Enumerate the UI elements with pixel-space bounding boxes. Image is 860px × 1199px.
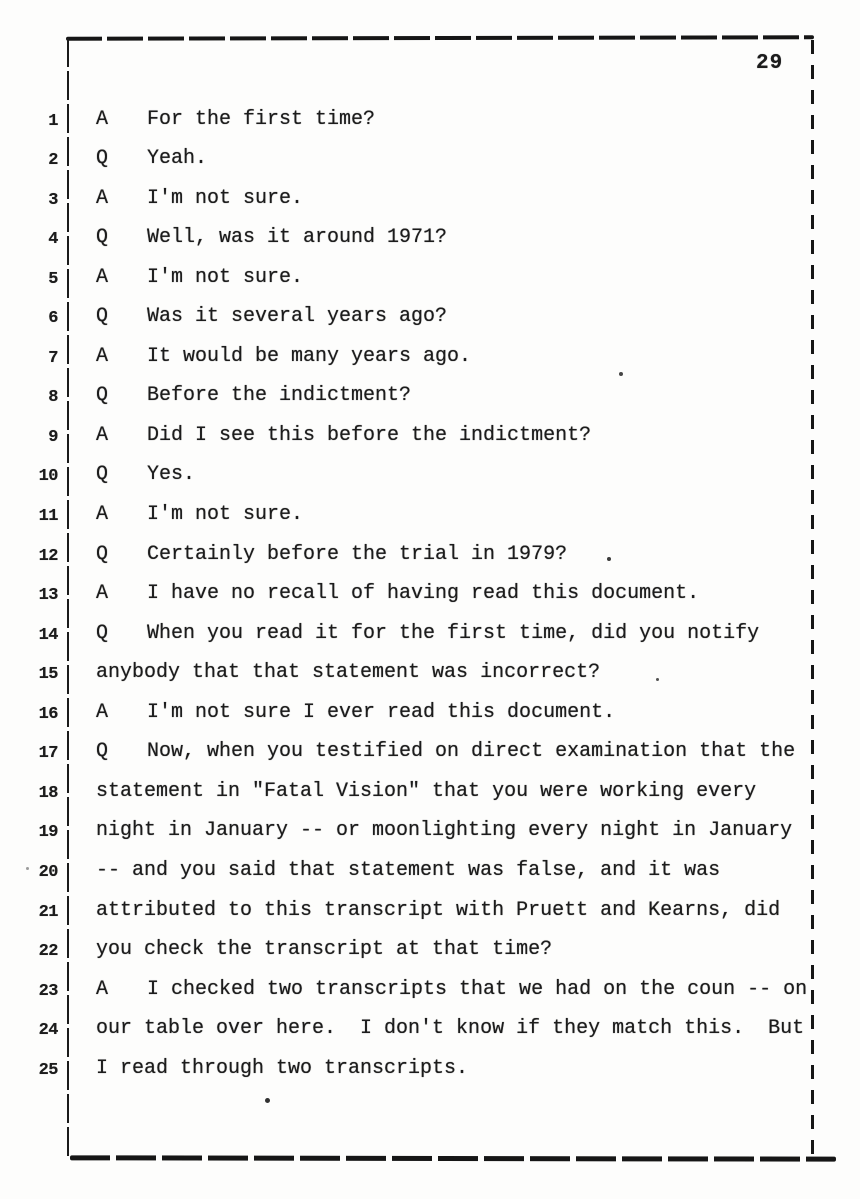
line-text: night in January -- or moonlighting every night in January [96,819,793,843]
line-number: 18 [38,783,58,803]
line-number: 11 [38,507,58,526]
line-text: I have no recall of having read this document. [147,582,700,606]
speaker-label: A [96,265,109,289]
line-number: 10 [38,467,58,487]
line-number: 19 [38,823,58,843]
line-text: our table over here. I don't know if they match this. But [96,1017,805,1041]
line-number: 24 [38,1021,58,1041]
page-number: 29 [756,52,784,75]
line-number: 21 [38,902,58,922]
line-number: 23 [38,981,58,1001]
speaker-label: A [96,503,109,526]
line-text: Yes. [147,463,196,487]
transcript-line [0,187,860,227]
line-text: attributed to this transcript with Pruett and Kearns, did [96,898,781,922]
speaker-label: A [96,700,109,724]
line-number: 2 [48,151,58,171]
speaker-label: Q [96,226,109,250]
line-number: 12 [38,546,58,566]
line-number: 7 [48,348,58,368]
line-text: When you read it for the first time, did you notify [147,621,760,645]
transcript-line [0,305,860,345]
line-text: -- and you said that statement was false, and it was [96,858,721,882]
transcript-line [0,1057,860,1097]
transcript-line [0,543,860,583]
line-text: anybody that that statement was incorrect? [96,661,601,685]
line-number: 5 [48,269,58,289]
speaker-label: A [96,186,109,210]
speaker-label: A [96,107,109,131]
line-number: 1 [48,111,58,131]
speaker-label: Q [96,147,109,171]
transcript-line [0,424,860,464]
line-number: 4 [48,230,58,250]
line-text: I checked two transcripts that we had on the coun -- on [147,977,808,1001]
line-number: 14 [38,625,58,645]
transcript-line [0,582,860,622]
line-number: 20 [38,862,58,882]
transcript-line [0,147,860,187]
line-text: Certainly before the trial in 1979? [147,542,568,566]
line-number: 16 [38,704,58,724]
line-number: 6 [48,309,58,329]
speaker-label: Q [96,740,109,764]
speaker-label: Q [96,384,109,408]
transcript-line [0,819,860,859]
line-number: 25 [38,1060,58,1080]
speaker-label: Q [96,621,109,645]
line-text: I'm not sure I ever read this document. [147,700,616,724]
transcript-line [0,345,860,385]
scan-speck [26,867,29,870]
scan-speck [619,372,623,376]
transcript-line [0,226,860,266]
scan-speck [656,678,659,681]
line-number: 8 [48,388,58,408]
speaker-label: Q [96,542,109,566]
line-number: 22 [38,942,58,962]
speaker-label: A [96,423,109,447]
transcript-line [0,1017,860,1057]
transcript-line [0,978,860,1018]
line-text: Was it several years ago? [147,305,448,329]
line-text: Now, when you testified on direct examination that the [147,740,796,764]
transcript-line [0,108,860,148]
transcript-line [0,859,860,899]
line-number: 15 [38,665,58,685]
line-text: Before the indictment? [147,384,412,408]
speaker-label: Q [96,463,109,487]
line-text: statement in "Fatal Vision" that you were working every [96,779,757,803]
transcript-line [0,622,860,662]
speaker-label: A [96,582,109,606]
line-number: 17 [38,744,58,764]
line-text: Well, was it around 1971? [147,226,448,250]
speaker-label: Q [96,305,109,329]
transcript-line [0,266,860,306]
speaker-label: A [96,977,109,1001]
line-text: Yeah. [147,147,208,171]
transcript-line [0,938,860,978]
line-text: I'm not sure. [147,186,304,210]
transcript-line [0,701,860,741]
line-text: I'm not sure. [147,503,304,526]
line-text: It would be many years ago. [147,344,472,368]
line-number: 13 [38,586,58,606]
line-text: For the first time? [147,107,376,131]
transcript-line [0,463,860,503]
scan-speck [265,1098,270,1103]
line-text: Did I see this before the indictment? [147,423,592,447]
line-text: I read through two transcripts. [96,1056,469,1080]
speaker-label: A [96,344,109,368]
line-text: I'm not sure. [147,265,304,289]
line-number: 3 [48,190,58,210]
line-text: you check the transcript at that time? [96,938,553,962]
transcript-line [0,384,860,424]
transcript-line [0,780,860,820]
scan-speck [607,557,611,561]
transcript-line [0,899,860,939]
line-number: 9 [48,427,58,447]
transcript-line [0,661,860,701]
transcript-line [0,740,860,780]
transcript-line [0,503,860,543]
